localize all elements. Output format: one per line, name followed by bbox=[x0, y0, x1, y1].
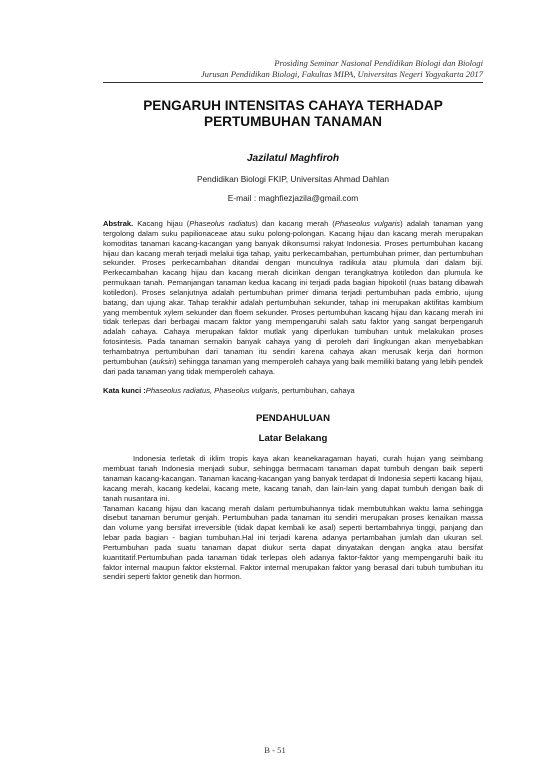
keywords-species: Phaseolus radiatus, Phaseolus vulgaris bbox=[145, 385, 278, 395]
paper-title bbox=[103, 98, 483, 130]
header-rule bbox=[103, 82, 483, 83]
body-text bbox=[103, 454, 483, 582]
abstract-text-2: ) dan kacang merah ( bbox=[255, 219, 335, 228]
subsection-heading: Latar Belakang bbox=[258, 433, 328, 445]
body-paragraph: Indonesia terletak di iklim tropis kaya akan keanekaragaman hayati, curah hujan yang seimbang membuat tanah Indonesia menjadi subur, sehingga bermacam tanaman dapat tumbuh dengan baik seperti tanaman kacang-kacangan. Tanaman kacang-kacangan yang banyak terdapat di Indonesia seperti kacang hijau, kacang merah, kacang kedelai, kacang mete, kacang tanah, dan lain-lain yang dapat tumbuh dengan baik di tanah nusantara ini. bbox=[103, 454, 483, 503]
abstract-text-4: ) sehingga tanaman yang memperoleh cahaya yang baik memiliki batang yang lebih pendek dari pada tanaman yang tidak memperoleh cahaya. bbox=[103, 356, 484, 376]
abstract-hormone-term: auksin bbox=[152, 356, 175, 366]
keywords-label: Kata kunci : bbox=[103, 385, 146, 395]
body-paragraph: Tanaman kacang hijau dan kacang merah dalam pertumbuhannya tidak membutuhkan waktu lama sehingga disebut tanaman berumur genjah. Pertumbuhan pada tanaman itu sendiri merupakan proses kenaikan massa dan volume yang bersifat irreversible (tidak dapat kembali ke asal) seperti bertambahnya tinggi, panjang dan lebar pada bagian - bagian tumbuhan.Hal ini terjadi karena adanya pertambahan jumlah dan ukuran sel. Pertumbuhan pada suatu tanaman dapat diukur serta dapat dinyatakan dengan angka atau bersifat kuantitatif.Pertumbuhan pada tanaman tidak terlepas oleh adanya faktor-faktor yang mempengaruhi baik itu faktor internal maupun faktor eksternal. Faktor internal merupakan faktor yang berasal dari tubuh tumbuhan itu sendiri seperti faktor genetik dan hormon. bbox=[103, 503, 483, 582]
abstract-text-3: ) adalah tanaman yang tergolong dalam suku papilionaceae atau suku polong-polongan. Kacang hijau dan kacang merah merupakan komoditas tanaman kacang-kacangan yang banyak dikonsumsi rakyat Indonesia. Proses pertumbuhan kacang hijau dan kacang merah terjadi melalui tiga tahap, yaitu perkecambahan, pertumbuhan primer, dan pertumbuhan sekunder. Proses perkecambahan ditandai dengan munculnya radikula atau plumula dari dalam biji. Perkecambahan kacang hijau dan kacang merah dicirikan dengan terangkatnya kotiledon dan plumula ke permukaan tanah. Pemanjangan tanaman kedua kacang ini terjadi pada bagian hipokotil (ruas batang dibawah kotiledon). Proses selanjutnya adalah pertumbuhan primer dimana terjadi pertumbuhan pada embrio, ujung batang, dan ujung akar. Tahap terakhir adalah pertumbuhan sekunder, tahap ini merupakan aktifitas kambium yang membentuk xylem sekunder dan floem sekunder. Proses pertumbuhan kacang hijau dan kacang merah ini tidak terlepas dari berbagai macam faktor yang mempengaruhi salah satu faktor yang sangat berpengaruh adalah cahaya. Cahaya merupakan faktor mutlak yang diperlukan tumbuhan untuk melakukan proses fotosintesis. Pada tanaman semakin banyak cahaya yang di peroleh dari lingkungan akan menyebabkan terhambatnya pertumbuhan dari tanaman itu sendiri karena cahaya akan merusak kerja dari hormon pertumbuhan ( bbox=[103, 219, 483, 366]
author-email: E-mail : maghfiezjazila@gmail.com bbox=[227, 193, 359, 203]
abstract-species-2: Phaseolus vulgaris bbox=[334, 219, 401, 228]
abstract-text-1: Kacang hijau ( bbox=[133, 219, 190, 228]
keywords bbox=[103, 386, 483, 396]
paper-title-line-1: PENGARUH INTENSITAS CAHAYA TERHADAP bbox=[143, 98, 443, 113]
page-number: B - 51 bbox=[264, 745, 286, 755]
running-head-line-2: Jurusan Pendidikan Biologi, Fakultas MIPA, Universitas Negeri Yogyakarta 2017 bbox=[200, 69, 483, 79]
author-name: Jazilatul Maghfiroh bbox=[246, 153, 340, 164]
abstract bbox=[103, 219, 483, 377]
abstract-label: Abstrak. bbox=[103, 219, 134, 228]
author-affiliation: Pendidikan Biologi FKIP, Universitas Ahmad Dahlan bbox=[196, 174, 390, 184]
running-head bbox=[103, 58, 483, 80]
abstract-species-1: Phaseolus radiatus bbox=[189, 219, 256, 228]
paper-title-line-2: PERTUMBUHAN TANAMAN bbox=[204, 114, 382, 129]
running-head-line-1: Prosiding Seminar Nasional Pendidikan Biologi dan Biologi bbox=[274, 58, 483, 68]
section-heading: PENDAHULUAN bbox=[255, 413, 331, 425]
keywords-rest: , pertumbuhan, cahaya bbox=[277, 385, 355, 395]
